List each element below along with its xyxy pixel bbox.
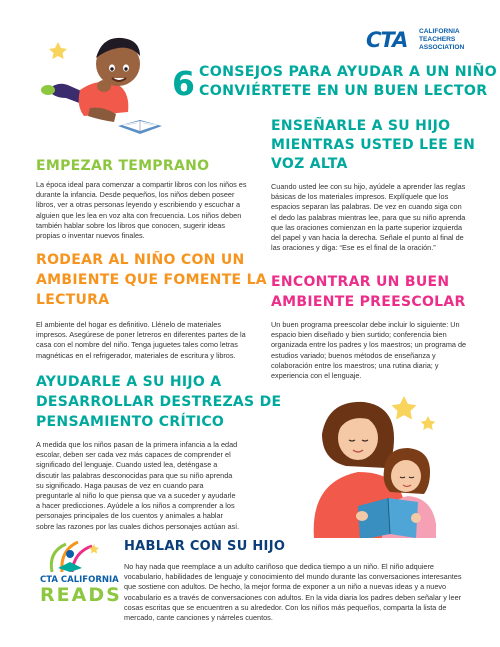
- section-heading-preschool-2: AMBIENTE PREESCOLAR: [271, 294, 466, 310]
- section-heading-environment-2: AMBIENTE QUE FOMENTE LA: [36, 272, 267, 288]
- section-heading-critical-1: AYUDARLE A SU HIJO A: [36, 374, 222, 390]
- title-line2: CONVIÉRTETE EN UN BUEN LECTOR: [199, 83, 488, 99]
- star-icon: [49, 42, 67, 59]
- star-icon: [392, 396, 417, 420]
- section-heading-early: EMPEZAR TEMPRANO: [36, 158, 210, 174]
- section-heading-environment-3: LECTURA: [36, 292, 110, 308]
- section-body-critical: A medida que los niños pasan de la primera infancia a la edad escolar, deben ser cada vez más capaces de comprender el significado del lenguaje. Cuando usted lea, deténgase a discutir las palabras desconocidas para que su niño aprenda su significado. Haga pausas de vez en cuando para preguntarle al niño lo que piensa que va a suceder y ayudarle a hacer predicciones. Ayúdele a los niños a comprender a los personajes principales de los cuentos y animales a hablar sobre las razones por las cuales dichos personajes actúan así.: [36, 440, 240, 531]
- section-heading-read-aloud-1: ENSEÑARLE A SU HIJO: [271, 118, 451, 134]
- california-reads-logo-graphic: [42, 538, 112, 574]
- section-heading-environment-1: RODEAR AL NIÑO CON UN: [36, 252, 245, 268]
- section-body-environment: El ambiente del hogar es definitivo. Llénelo de materiales impresos. Asegúrese de poner letreros en diferentes partes de la casa con el nombre del niño. Tenga juguetes tales como letras magnéticas en el refrigerador, materiales de escritura y libros.: [36, 320, 246, 360]
- cta-logo-line1: CALIFORNIA: [419, 28, 460, 35]
- section-heading-critical-3: PENSAMIENTO CRÍTICO: [36, 414, 225, 430]
- section-heading-read-aloud-3: VOZ ALTA: [271, 156, 348, 172]
- california-reads-line1: CTA CALIFORNIA: [40, 575, 119, 585]
- star-icon: [421, 416, 436, 430]
- section-body-early: La época ideal para comenzar a compartir libros con los niños es durante la infancia. Desde pequeños, los niños deben poseer libros, ver a otras personas leyendo y escribiendo y escuchar a alguien que les lea en voz alta con frecuencia. Los niños deben también hablar sobre los libros que conocen, sugerir ideas propias o inventar nuevos finales.: [36, 180, 247, 241]
- boy-reading-illustration: [40, 28, 190, 146]
- section-body-read-aloud: Cuando usted lee con su hijo, ayúdele a aprender las reglas básicas de los materiales impresos. Explíquele que los espacios separan las palabras. De vez en cuando siga con el dedo las palabras mientras lee, para que su niño aprenda que las oraciones comienzan en la parte superior izquierda del papel y van hacia la derecha. Señale el punto al final de las oraciones y diga: “Ese es el final de la oración.”: [271, 182, 466, 253]
- california-reads-line2: READS: [40, 584, 122, 606]
- mother-child-reading-illustration: [300, 388, 470, 538]
- section-body-preschool: Un buen programa preescolar debe incluir lo siguiente: Un espacio bien diseñado y bien surtido; conferencia bien organizada entre los padres y los maestros; un programa de estudios variado; buenos métodos de enseñanza y colaboración entre los maestros; una rutina diaria; y experiencia con el lenguaje.: [271, 320, 467, 381]
- cta-logo: [366, 28, 486, 54]
- section-heading-preschool-1: ENCONTRAR UN BUEN: [271, 274, 450, 290]
- cta-logo-line3: ASSOCIATION: [419, 44, 465, 51]
- cta-logo-letters: CTA: [366, 28, 408, 52]
- section-body-talk: No hay nada que reemplace a un adulto cariñoso que dedica tiempo a un niño. El niño adquiere vocabulario, habilidades de lenguaje y conocimiento del mundo durante las conversaciones interesantes que sostiene con adultos. De hecho, la mejor forma de exponer a un niño a nuevas ideas y a nuevo vocabulario es a través de conversaciones con adultos. En la vida diaria los padres deben señalar y leer cosas escritas que se encuentren a su alrededor. Con los niños más pequeños, comparta la lista de mercado, cante canciones y nárreles cuentos.: [124, 562, 462, 623]
- title-line1: CONSEJOS PARA AYUDAR A UN NIÑO: [199, 64, 498, 80]
- section-heading-critical-2: DESARROLLAR DESTREZAS DE: [36, 394, 282, 410]
- section-heading-read-aloud-2: MIENTRAS USTED LEE EN: [271, 137, 476, 153]
- title-number: 6: [172, 64, 195, 103]
- cta-logo-line2: TEACHERS: [419, 36, 456, 43]
- section-heading-talk: HABLAR CON SU HIJO: [124, 539, 286, 554]
